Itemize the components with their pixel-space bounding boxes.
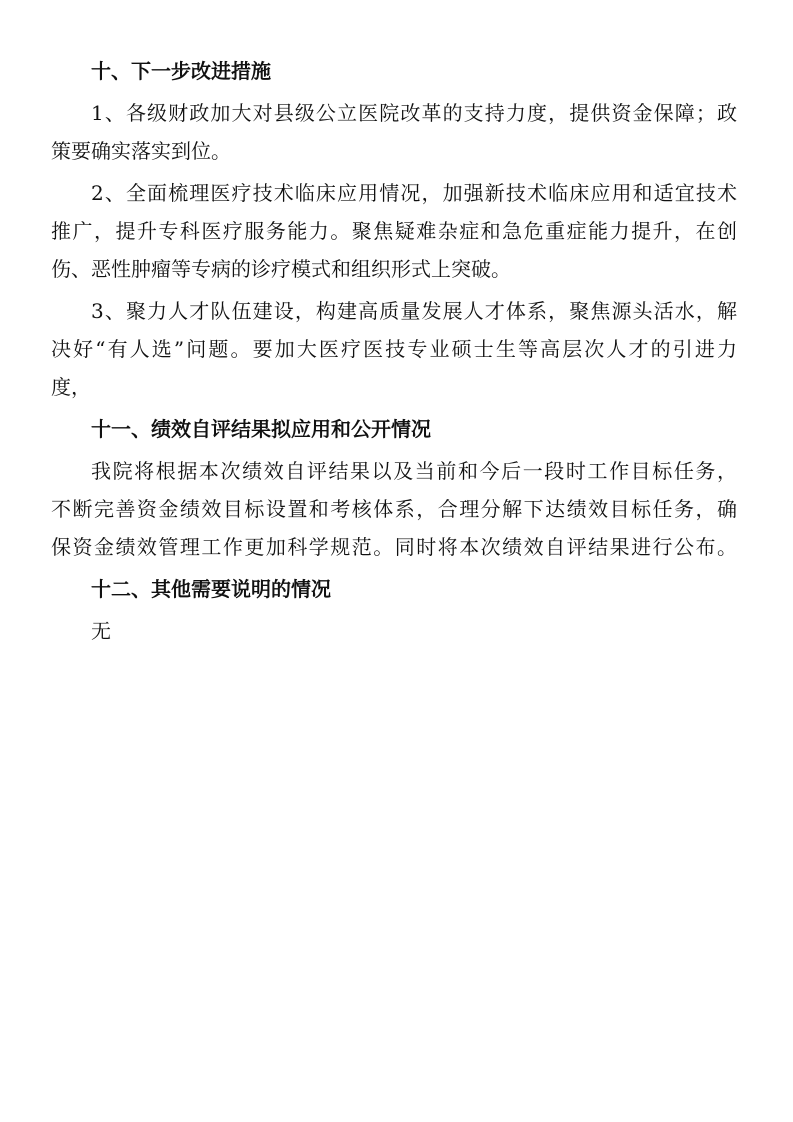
document-page [51,52,737,654]
paragraph-10-1 [51,94,737,170]
text-line: 策要确实落实到位。 [51,139,231,163]
text-line: 保资金绩效管理工作更加科学规范。同时将本次绩效自评结果进行公布。 [51,535,737,559]
text-line: 不断完善资金绩效目标设置和考核体系，合理分解下达绩效目标任务，确 [51,497,737,521]
text-line: 伤、恶性肿瘤等专病的诊疗模式和组织形式上突破。 [51,257,511,281]
text-line: 我院将根据本次绩效自评结果以及当前和今后一段时工作目标任务， [91,459,737,483]
text-line: 无 [91,619,111,643]
text-line: 3、聚力人才队伍建设，构建高质量发展人才体系，聚焦源头活水，解 [91,299,737,323]
section-heading-12: 十二、其他需要说明的情况 [91,577,331,601]
section-heading-11: 十一、绩效自评结果拟应用和公开情况 [91,417,431,441]
paragraph-10-2 [51,174,737,288]
text-line: 1、各级财政加大对县级公立医院改革的支持力度，提供资金保障；政 [91,101,737,125]
paragraph-12-1 [91,612,737,650]
text-line: 度， [51,375,91,399]
paragraph-10-3 [51,292,737,406]
section-heading-10: 十、下一步改进措施 [91,59,271,83]
text-line: 决好“有人选”问题。要加大医疗医技专业硕士生等高层次人才的引进力 [51,337,737,361]
text-line: 推广，提升专科医疗服务能力。聚焦疑难杂症和急危重症能力提升，在创 [51,219,737,243]
text-line: 2、全面梳理医疗技术临床应用情况，加强新技术临床应用和适宜技术 [91,181,737,205]
paragraph-11-1 [51,452,737,566]
